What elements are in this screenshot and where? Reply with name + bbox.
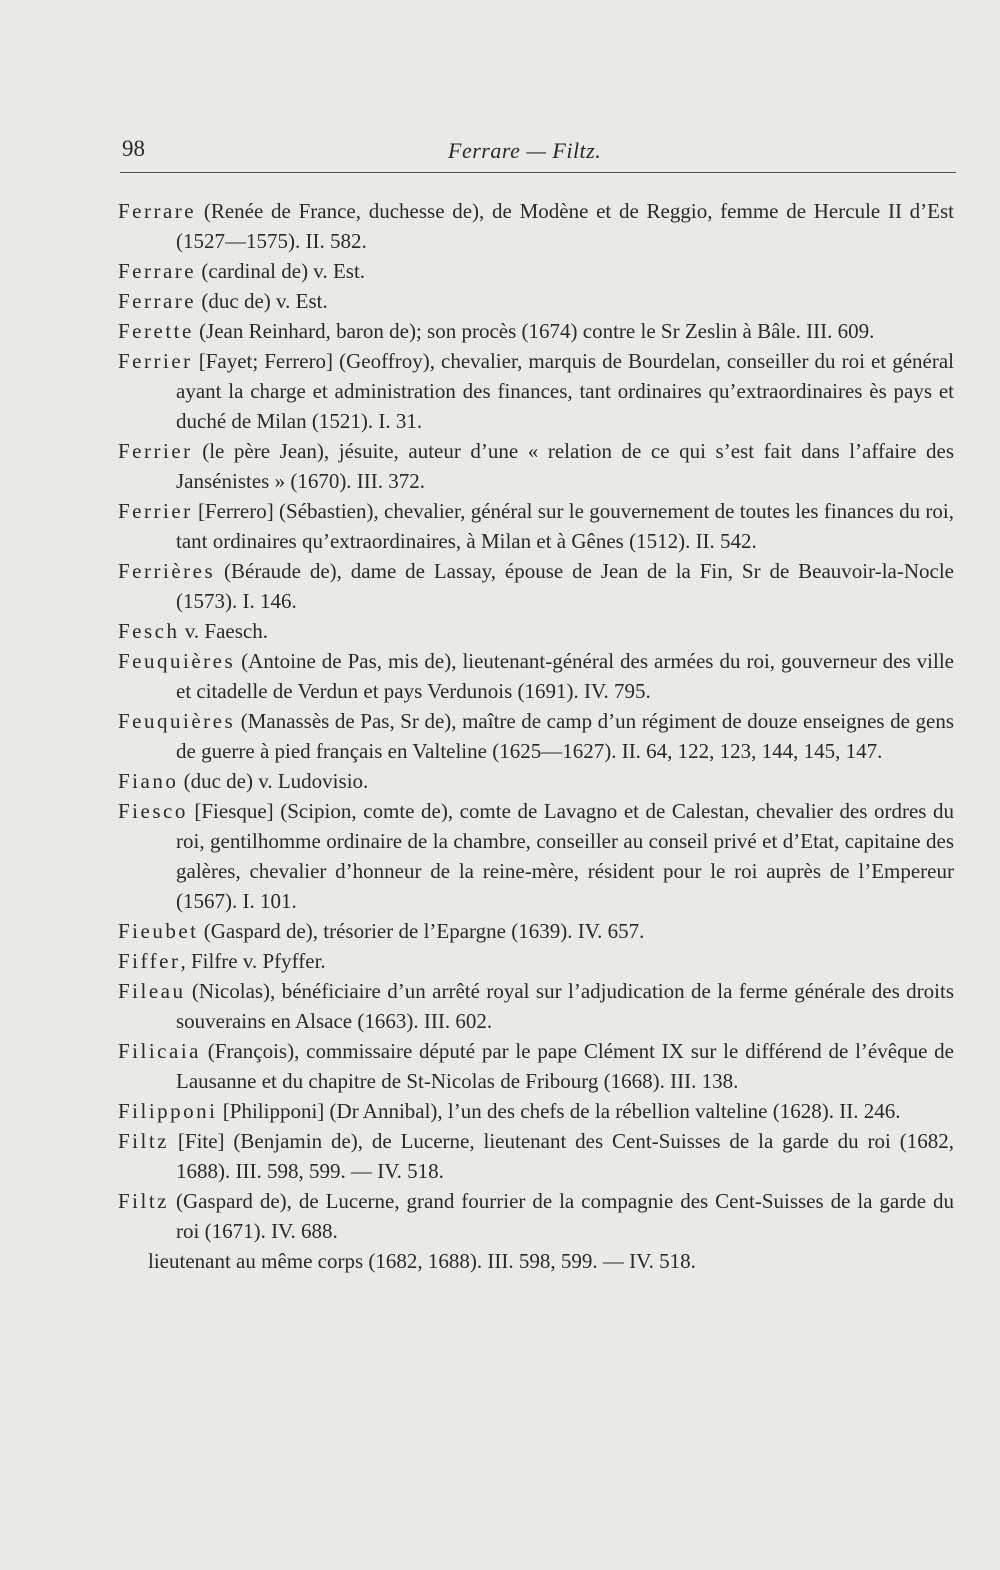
entry-headword: Feuquières [118, 649, 236, 673]
entry-text: (le père Jean), jésuite, auteur d’une « relation de ce qui s’est fait dans l’affaire des Jansénistes » (1670). III. 372. [176, 439, 954, 493]
entry-text: (duc de) v. Ludovisio. [178, 769, 369, 793]
entry-text: (duc de) v. Est. [196, 289, 328, 313]
running-title: Ferrare — Filtz. [448, 138, 602, 163]
entry-headword: Filtz [118, 1129, 170, 1153]
entry-text: (François), commissaire député par le pape Clément IX sur le différend de l’évêque de Lausanne et du chapitre de St-Nicolas de Fribourg (1668). III. 138. [176, 1039, 954, 1093]
index-entry [118, 1096, 954, 1126]
entry-headword: Ferrières [118, 559, 216, 583]
entry-headword: Fieubet [118, 919, 199, 943]
entry-text: (Nicolas), bénéficiaire d’un arrêté royal sur l’adjudication de la ferme générale des droits souverains en Alsace (1663). III. 602. [176, 979, 954, 1033]
index-entry [118, 496, 954, 556]
entry-headword: Fesch [118, 619, 180, 643]
entry-headword: Ferrier [118, 499, 193, 523]
entry-headword: Ferrare [118, 289, 197, 313]
index-entry [118, 796, 954, 916]
index-entry [118, 436, 954, 496]
entry-headword: Ferrier [118, 439, 193, 463]
entry-headword: Filtz [118, 1189, 170, 1213]
page-header [120, 132, 956, 173]
index-entry [118, 946, 954, 976]
entry-headword: Filicaia [118, 1039, 201, 1063]
entry-headword: Ferette [118, 319, 194, 343]
entry-text: [Fayet; Ferrero] (Geoffroy), chevalier, marquis de Bourdelan, conseiller du roi et général ayant la charge et administration des finances, tant ordinaires qu’extraordinaires ès pays et duché de Milan (1521). I. 31. [176, 349, 954, 433]
index-entry [118, 616, 954, 646]
entry-text: v. Faesch. [179, 619, 268, 643]
index-entry [118, 646, 954, 706]
index-entry [118, 1126, 954, 1186]
index-entry [118, 766, 954, 796]
entry-text: (Gaspard de), de Lucerne, grand fourrier de la compagnie des Cent-Suisses de la garde du roi (1671). IV. 688. [169, 1189, 954, 1243]
index-entry [118, 286, 954, 316]
index-entry [118, 196, 954, 256]
entry-text: (Manassès de Pas, Sr de), maître de camp d’un régiment de douze enseignes de gens de guerre à pied français en Valteline (1625—1627). II. 64, 122, 123, 144, 145, 147. [176, 709, 954, 763]
entry-text: [Ferrero] (Sébastien), chevalier, général sur le gouvernement de toutes les finances du roi, tant ordinaires qu’extraordinaires, à Milan et à Gênes (1512). II. 542. [176, 499, 954, 553]
index-entries [118, 196, 954, 1276]
entry-text: , Filfre v. Pfyffer. [180, 949, 326, 973]
entry-headword: Ferrare [118, 199, 197, 223]
entry-text: [Fiesque] (Scipion, comte de), comte de Lavagno et de Calestan, chevalier des ordres du roi, gentilhomme ordinaire de la chambre, conseiller au conseil privé et d’Etat, capitaine des galères, chevalier d’honneur de la reine-mère, résident pour le roi auprès de l’Empereur (1567). I. 101. [176, 799, 954, 913]
index-entry [118, 976, 954, 1036]
index-entry [118, 706, 954, 766]
entry-headword: Ferrare [118, 259, 197, 283]
index-entry [118, 256, 954, 286]
entry-continuation: lieutenant au même corps (1682, 1688). III. 598, 599. — IV. 518. [148, 1249, 696, 1273]
entry-headword: Filipponi [118, 1099, 218, 1123]
entry-text: (Béraude de), dame de Lassay, épouse de Jean de la Fin, Sr de Beauvoir-la-Nocle (1573). I. 146. [176, 559, 954, 613]
entry-text: (Jean Reinhard, baron de); son procès (1674) contre le Sr Zeslin à Bâle. III. 609. [193, 319, 875, 343]
index-entry [118, 556, 954, 616]
index-entry [118, 316, 954, 346]
index-entry [118, 916, 954, 946]
entry-text: [Fite] (Benjamin de), de Lucerne, lieutenant des Cent-Suisses de la garde du roi (1682, 1688). III. 598, 599. — IV. 518. [169, 1129, 954, 1183]
entry-headword: Fileau [118, 979, 186, 1003]
index-entry [118, 1036, 954, 1096]
entry-headword: Feuquières [118, 709, 236, 733]
entry-text: (Gaspard de), trésorier de l’Epargne (1639). IV. 657. [198, 919, 645, 943]
entry-text: (cardinal de) v. Est. [196, 259, 366, 283]
entry-text: (Renée de France, duchesse de), de Modène et de Reggio, femme de Hercule II d’Est (1527—1575). II. 582. [176, 199, 954, 253]
entry-headword: Fiesco [118, 799, 188, 823]
entry-headword: Fiffer [118, 949, 181, 973]
index-entry [118, 346, 954, 436]
entry-text: (Antoine de Pas, mis de), lieutenant-général des armées du roi, gouverneur des ville et citadelle de Verdun et pays Verdunois (1691). IV. 795. [176, 649, 954, 703]
entry-headword: Ferrier [118, 349, 193, 373]
entry-headword: Fiano [118, 769, 179, 793]
page-number: 98 [122, 136, 145, 161]
index-entry [118, 1186, 954, 1246]
entry-text: [Philipponi] (Dr Annibal), l’un des chefs de la rébellion valteline (1628). II. 246. [217, 1099, 901, 1123]
